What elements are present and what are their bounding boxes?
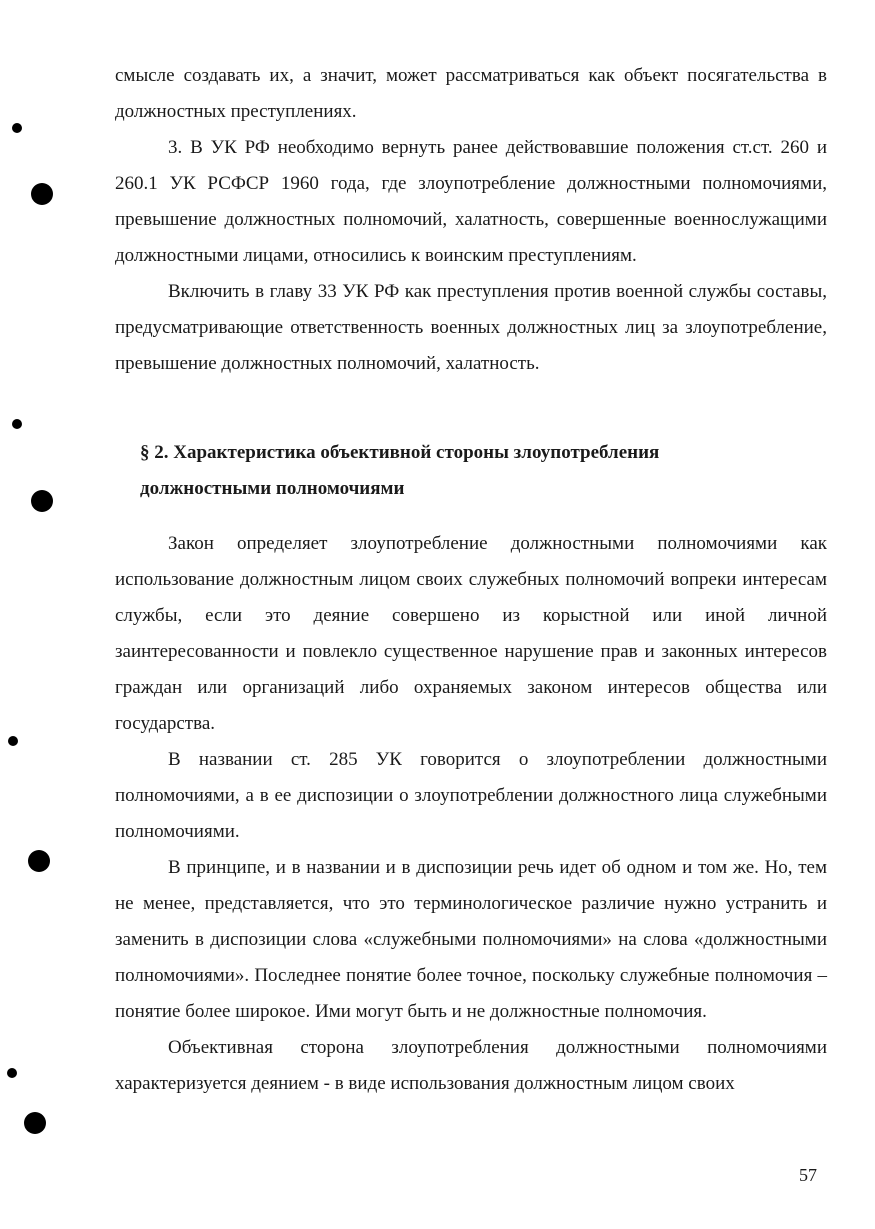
binder-hole [28,850,50,872]
paragraph-item-3: 3. В УК РФ необходимо вернуть ранее действовавшие положения ст.ст. 260 и 260.1 УК РСФСР 1960 года, где злоупотребление должностными полномочиями, превышение должностных полномочий, халатность, совершенные военнослужащими должностными лицами, относились к воинским преступлениям. [115,137,827,266]
binder-hole [24,1112,46,1134]
paragraph-include-chapter-33: Включить в главу 33 УК РФ как преступления против военной службы составы, предусматривающие ответственность военных должностных лиц за злоупотребление, превышение должностных полномочий, халатность. [115,281,827,374]
binder-hole-mark [12,123,22,133]
section-heading [140,435,820,507]
binder-hole-mark [7,1068,17,1078]
paragraph-article-285: В названии ст. 285 УК говорится о злоупотреблении должностными полномочиями, а в ее диспозиции о злоупотреблении должностного лица служебными полномочиями. [115,749,827,842]
paragraph-continuation: смысле создавать их, а значит, может рассматриваться как объект посягательства в должностных преступлениях. [115,65,827,122]
page-number: 57 [799,1165,817,1185]
section-heading-line1: § 2. Характеристика объективной стороны злоупотребления [140,442,660,463]
body-text-top [115,58,827,382]
binder-hole [31,183,53,205]
section-heading-line2: должностными полномочиями [140,478,405,499]
binder-hole [31,490,53,512]
paragraph-terminology: В принципе, и в названии и в диспозиции речь идет об одном и том же. Но, тем не менее, представляется, что это терминологическое различие нужно устранить и заменить в диспозиции слова «служебными полномочиями» на слова «должностными полномочиями». Последнее понятие более точное, поскольку служебные полномочия – понятие более широкое. Ими могут быть и не должностные полномочия. [115,857,827,1022]
binder-hole-mark [8,736,18,746]
body-text-bottom [115,526,827,1102]
binder-hole-mark [12,419,22,429]
paragraph-law-definition: Закон определяет злоупотребление должностными полномочиями как использование должностным лицом своих служебных полномочий вопреки интересам службы, если это деяние совершено из корыстной или иной личной заинтересованности и повлекло существенное нарушение прав и законных интересов граждан или организаций либо охраняемых законом интересов общества или государства. [115,533,827,734]
paragraph-objective-side: Объективная сторона злоупотребления должностными полномочиями характеризуется деянием - в виде использования должностным лицом своих [115,1037,827,1094]
